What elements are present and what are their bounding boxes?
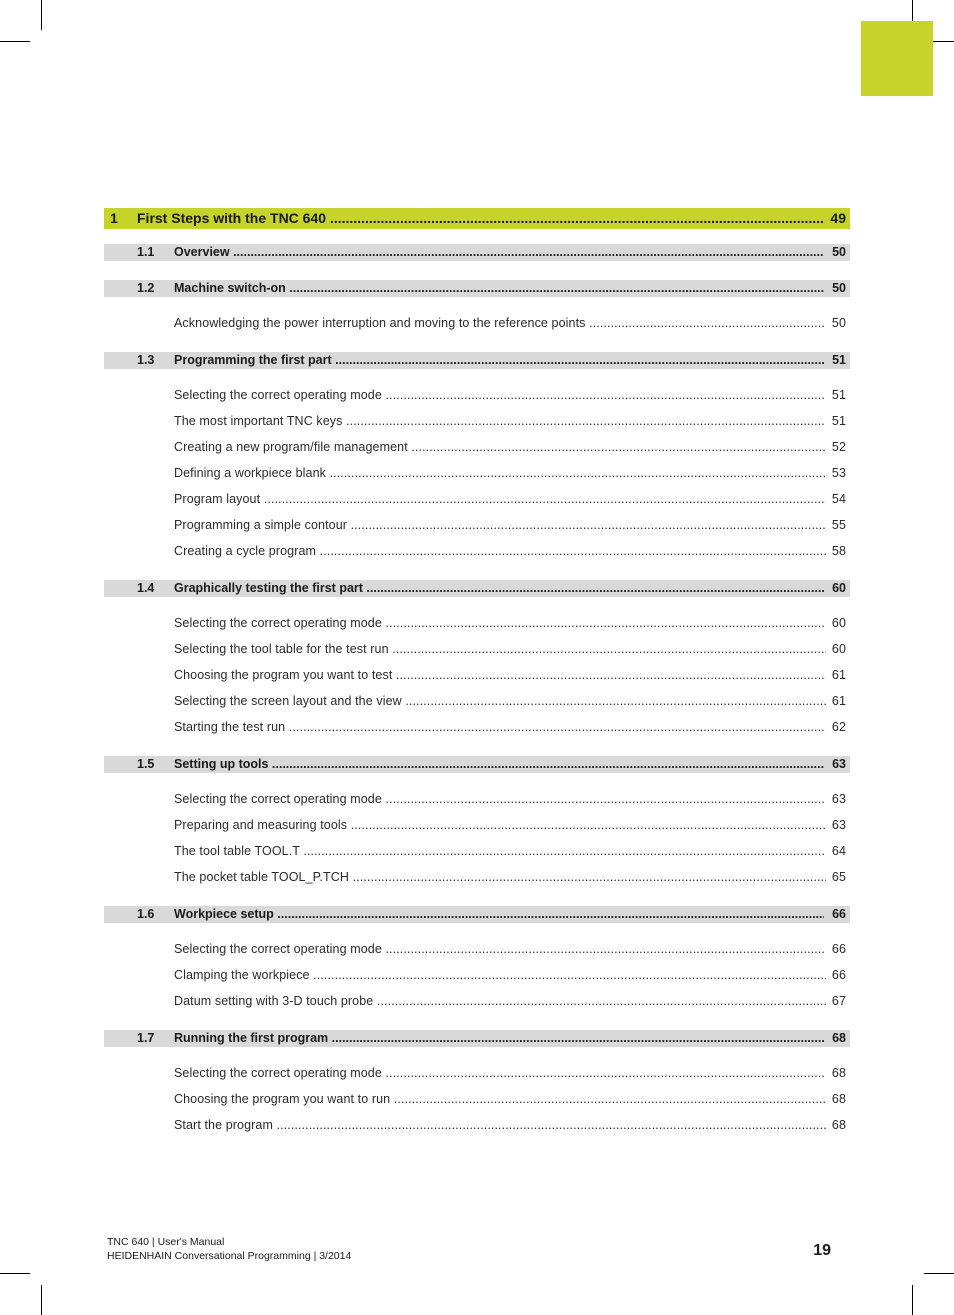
section-number: 1.6: [137, 906, 155, 921]
item-page: 60: [831, 641, 846, 656]
toc-item-entry[interactable]: [104, 844, 850, 861]
toc-item-entry[interactable]: [104, 642, 850, 659]
section-number: 1.1: [137, 245, 155, 259]
item-page: 52: [831, 439, 846, 454]
crop-mark-bottom-left-v: [41, 1285, 42, 1315]
item-title: Selecting the correct operating mode .....: [174, 388, 826, 402]
item-page: 62: [831, 720, 846, 735]
crop-mark-bottom-right-h: [924, 1273, 954, 1274]
toc-item-entry[interactable]: [104, 694, 850, 711]
item-page: 68: [831, 1091, 846, 1106]
item-title: Creating a new program/file management .....: [174, 440, 826, 454]
toc-section-entry[interactable]: [104, 906, 850, 923]
item-title: Datum setting with 3-D touch probe .....: [174, 994, 826, 1008]
toc-section-entry[interactable]: [104, 352, 850, 369]
toc-item-entry[interactable]: [104, 388, 850, 405]
footer-manual-title: TNC 640 | User's Manual: [107, 1236, 225, 1248]
item-page: 67: [831, 993, 846, 1008]
section-title: Running the first program .....: [174, 1031, 824, 1045]
item-title: Selecting the screen layout and the view .....: [174, 694, 826, 708]
toc-item-entry[interactable]: [104, 1066, 850, 1083]
section-page: 50: [832, 245, 846, 259]
item-title: Creating a cycle program .....: [174, 544, 826, 558]
item-title: Preparing and measuring tools .....: [174, 818, 826, 832]
section-page: 66: [832, 906, 846, 921]
toc-chapter-entry[interactable]: [104, 208, 850, 229]
crop-mark-top-left-h: [0, 41, 30, 42]
toc-item-entry[interactable]: [104, 818, 850, 835]
item-title: Program layout .....: [174, 492, 826, 506]
item-page: 68: [831, 1117, 846, 1132]
toc-section-entry[interactable]: [104, 580, 850, 597]
chapter-title: First Steps with the TNC 640 .....: [137, 210, 824, 226]
toc-item-entry[interactable]: [104, 1092, 850, 1109]
item-title: Defining a workpiece blank .....: [174, 466, 826, 480]
item-title: The tool table TOOL.T .....: [174, 844, 826, 858]
item-page: 50: [831, 316, 846, 330]
toc-item-entry[interactable]: [104, 518, 850, 535]
toc-item-entry[interactable]: [104, 792, 850, 809]
toc-item-entry[interactable]: [104, 616, 850, 633]
toc-item-entry[interactable]: [104, 492, 850, 509]
item-page: 68: [831, 1065, 846, 1080]
chapter-number: 1: [110, 210, 118, 226]
section-title: Programming the first part .....: [174, 353, 824, 367]
section-page: 60: [832, 580, 846, 595]
item-title: Choosing the program you want to run .....: [174, 1092, 826, 1106]
item-page: 60: [831, 615, 846, 630]
item-page: 63: [831, 817, 846, 832]
item-page: 55: [831, 518, 846, 533]
toc-section-entry[interactable]: [104, 280, 850, 297]
item-page: 65: [831, 870, 846, 885]
toc-item-entry[interactable]: [104, 414, 850, 431]
item-page: 53: [831, 465, 846, 480]
item-page: 66: [831, 941, 846, 956]
item-title: Start the program .....: [174, 1118, 826, 1132]
section-number: 1.7: [137, 1030, 155, 1045]
toc-section-entry[interactable]: [104, 1030, 850, 1047]
item-page: 51: [831, 413, 846, 428]
toc-section-entry[interactable]: [104, 244, 850, 261]
crop-mark-bottom-left-h: [0, 1273, 30, 1274]
section-page: 68: [832, 1030, 846, 1045]
section-title: Machine switch-on .....: [174, 281, 824, 295]
section-number: 1.3: [137, 352, 155, 367]
toc-item-entry[interactable]: [104, 720, 850, 737]
toc-item-entry[interactable]: [104, 544, 850, 561]
item-page: 61: [831, 668, 846, 682]
page-number: 19: [813, 1242, 831, 1259]
chapter-page: 49: [830, 210, 846, 226]
item-title: Selecting the correct operating mode .....: [174, 616, 826, 630]
section-title: Overview .....: [174, 245, 824, 259]
toc-item-entry[interactable]: [104, 942, 850, 959]
item-title: Starting the test run .....: [174, 720, 826, 734]
item-title: The most important TNC keys .....: [174, 414, 826, 428]
toc-item-entry[interactable]: [104, 668, 850, 685]
toc-item-entry[interactable]: [104, 440, 850, 457]
item-title: Selecting the correct operating mode .....: [174, 942, 826, 956]
item-page: 54: [831, 492, 846, 506]
footer: [107, 1235, 351, 1263]
item-page: 66: [831, 967, 846, 982]
item-title: Acknowledging the power interruption and moving to the reference points .....: [174, 316, 826, 330]
item-page: 51: [831, 387, 846, 402]
section-page: 63: [832, 756, 846, 771]
item-page: 64: [831, 844, 846, 858]
item-page: 58: [831, 544, 846, 559]
item-title: Programming a simple contour .....: [174, 518, 826, 532]
item-page: 61: [831, 694, 846, 709]
item-title: Choosing the program you want to test .....: [174, 668, 826, 682]
item-page: 63: [831, 791, 846, 806]
section-number: 1.4: [137, 580, 155, 595]
section-number: 1.2: [137, 281, 155, 295]
toc-item-entry[interactable]: [104, 968, 850, 985]
accent-tab: [861, 21, 933, 96]
item-title: The pocket table TOOL_P.TCH .....: [174, 870, 826, 884]
section-page: 50: [832, 281, 846, 295]
toc-item-entry[interactable]: [104, 466, 850, 483]
section-page: 51: [832, 352, 846, 367]
item-title: Selecting the tool table for the test run .....: [174, 642, 826, 656]
toc-section-entry[interactable]: [104, 756, 850, 773]
item-title: Selecting the correct operating mode .....: [174, 792, 826, 806]
toc-item-entry[interactable]: [104, 994, 850, 1011]
crop-mark-bottom-right-v: [912, 1285, 913, 1315]
item-title: Clamping the workpiece .....: [174, 968, 826, 982]
toc-item-entry[interactable]: [104, 870, 850, 887]
section-title: Workpiece setup .....: [174, 907, 824, 921]
section-title: Setting up tools .....: [174, 757, 824, 771]
toc-item-entry[interactable]: [104, 1118, 850, 1135]
crop-mark-top-left-v: [41, 0, 42, 30]
footer-publication: HEIDENHAIN Conversational Programming | 3/2014: [107, 1250, 352, 1262]
section-number: 1.5: [137, 756, 155, 771]
toc-item-entry[interactable]: [104, 316, 850, 333]
section-title: Graphically testing the first part .....: [174, 581, 824, 595]
item-title: Selecting the correct operating mode .....: [174, 1066, 826, 1080]
